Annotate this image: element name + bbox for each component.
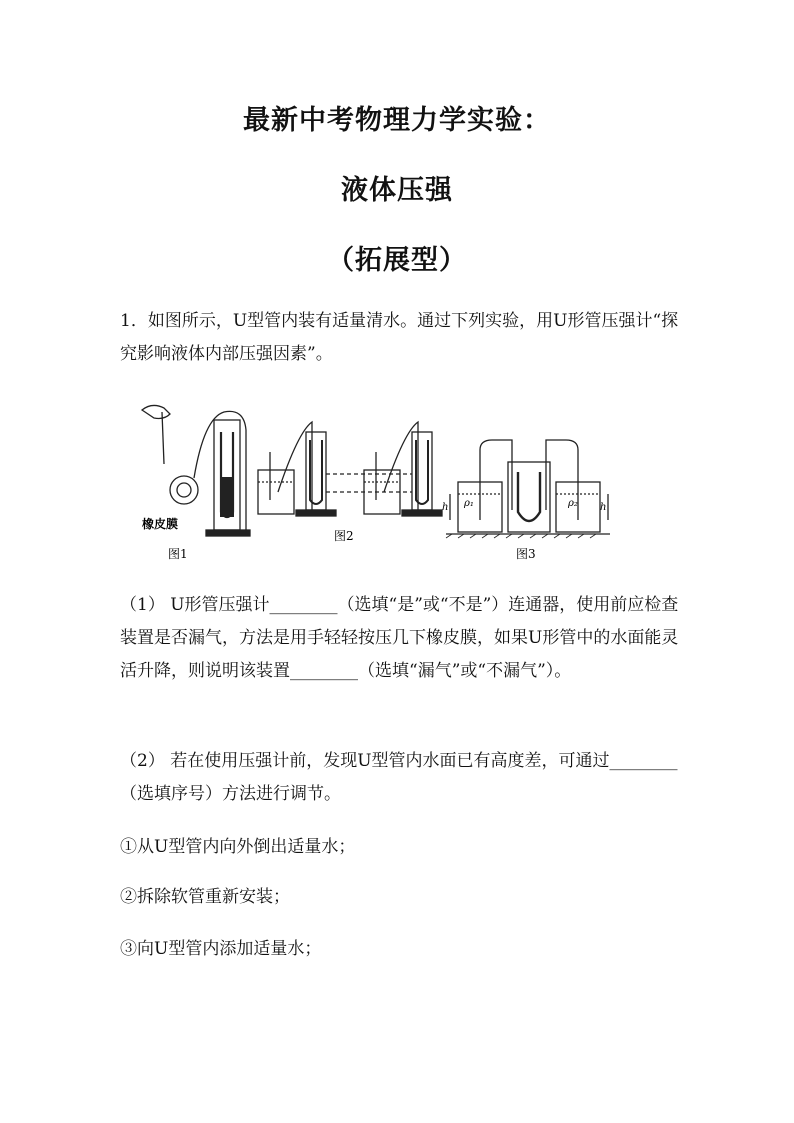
rubber-membrane-probe [170, 476, 198, 504]
title-line-1: 最新中考物理力学实验： [243, 105, 551, 136]
caption-figure-3: 图3 [516, 547, 536, 561]
title-line-2: 液体压强 [341, 175, 453, 206]
experiment-figure-svg [128, 392, 610, 564]
tube-left [480, 440, 512, 520]
option-3: ③向U型管内添加适量水； [120, 939, 322, 959]
caption-figure-2: 图2 [334, 529, 354, 543]
label-membrane: 橡皮膜 [142, 517, 179, 531]
question-part-2: （2） 若在使用压强计前，发现U型管内水面已有高度差，可通过________（选填序号）方法进行调节。 [120, 751, 678, 804]
beaker-1 [258, 470, 294, 514]
probe-string [162, 412, 164, 464]
title-line-3: （拓展型） [327, 245, 467, 276]
label-rho2: ρ₂ [568, 498, 578, 509]
hand-icon [142, 405, 170, 418]
option-1: ①从U型管内向外倒出适量水； [120, 837, 356, 857]
option-2: ②拆除软管重新安装； [120, 887, 290, 907]
label-h-right: h [600, 502, 607, 513]
caption-figure-1: 图1 [168, 547, 188, 561]
tube-2a [278, 422, 312, 512]
question-part-1: （1） U形管压强计________（选填“是”或“不是”）连通器，使用前应检查装置是否漏气，方法是用手轻轻按压几下橡皮膜，如果U形管中的水面能灵活升降，则说明该装置________（选填“漏气”或“不漏气”）。 [120, 595, 679, 681]
label-h-left: h [442, 502, 449, 513]
question-intro: 1．如图所示，U型管内装有适量清水。通过下列实验，用U形管压强计“探究影响液体内部压强因素”。 [120, 311, 679, 364]
experiment-figure [128, 392, 610, 564]
label-rho1: ρ₁ [464, 498, 474, 509]
